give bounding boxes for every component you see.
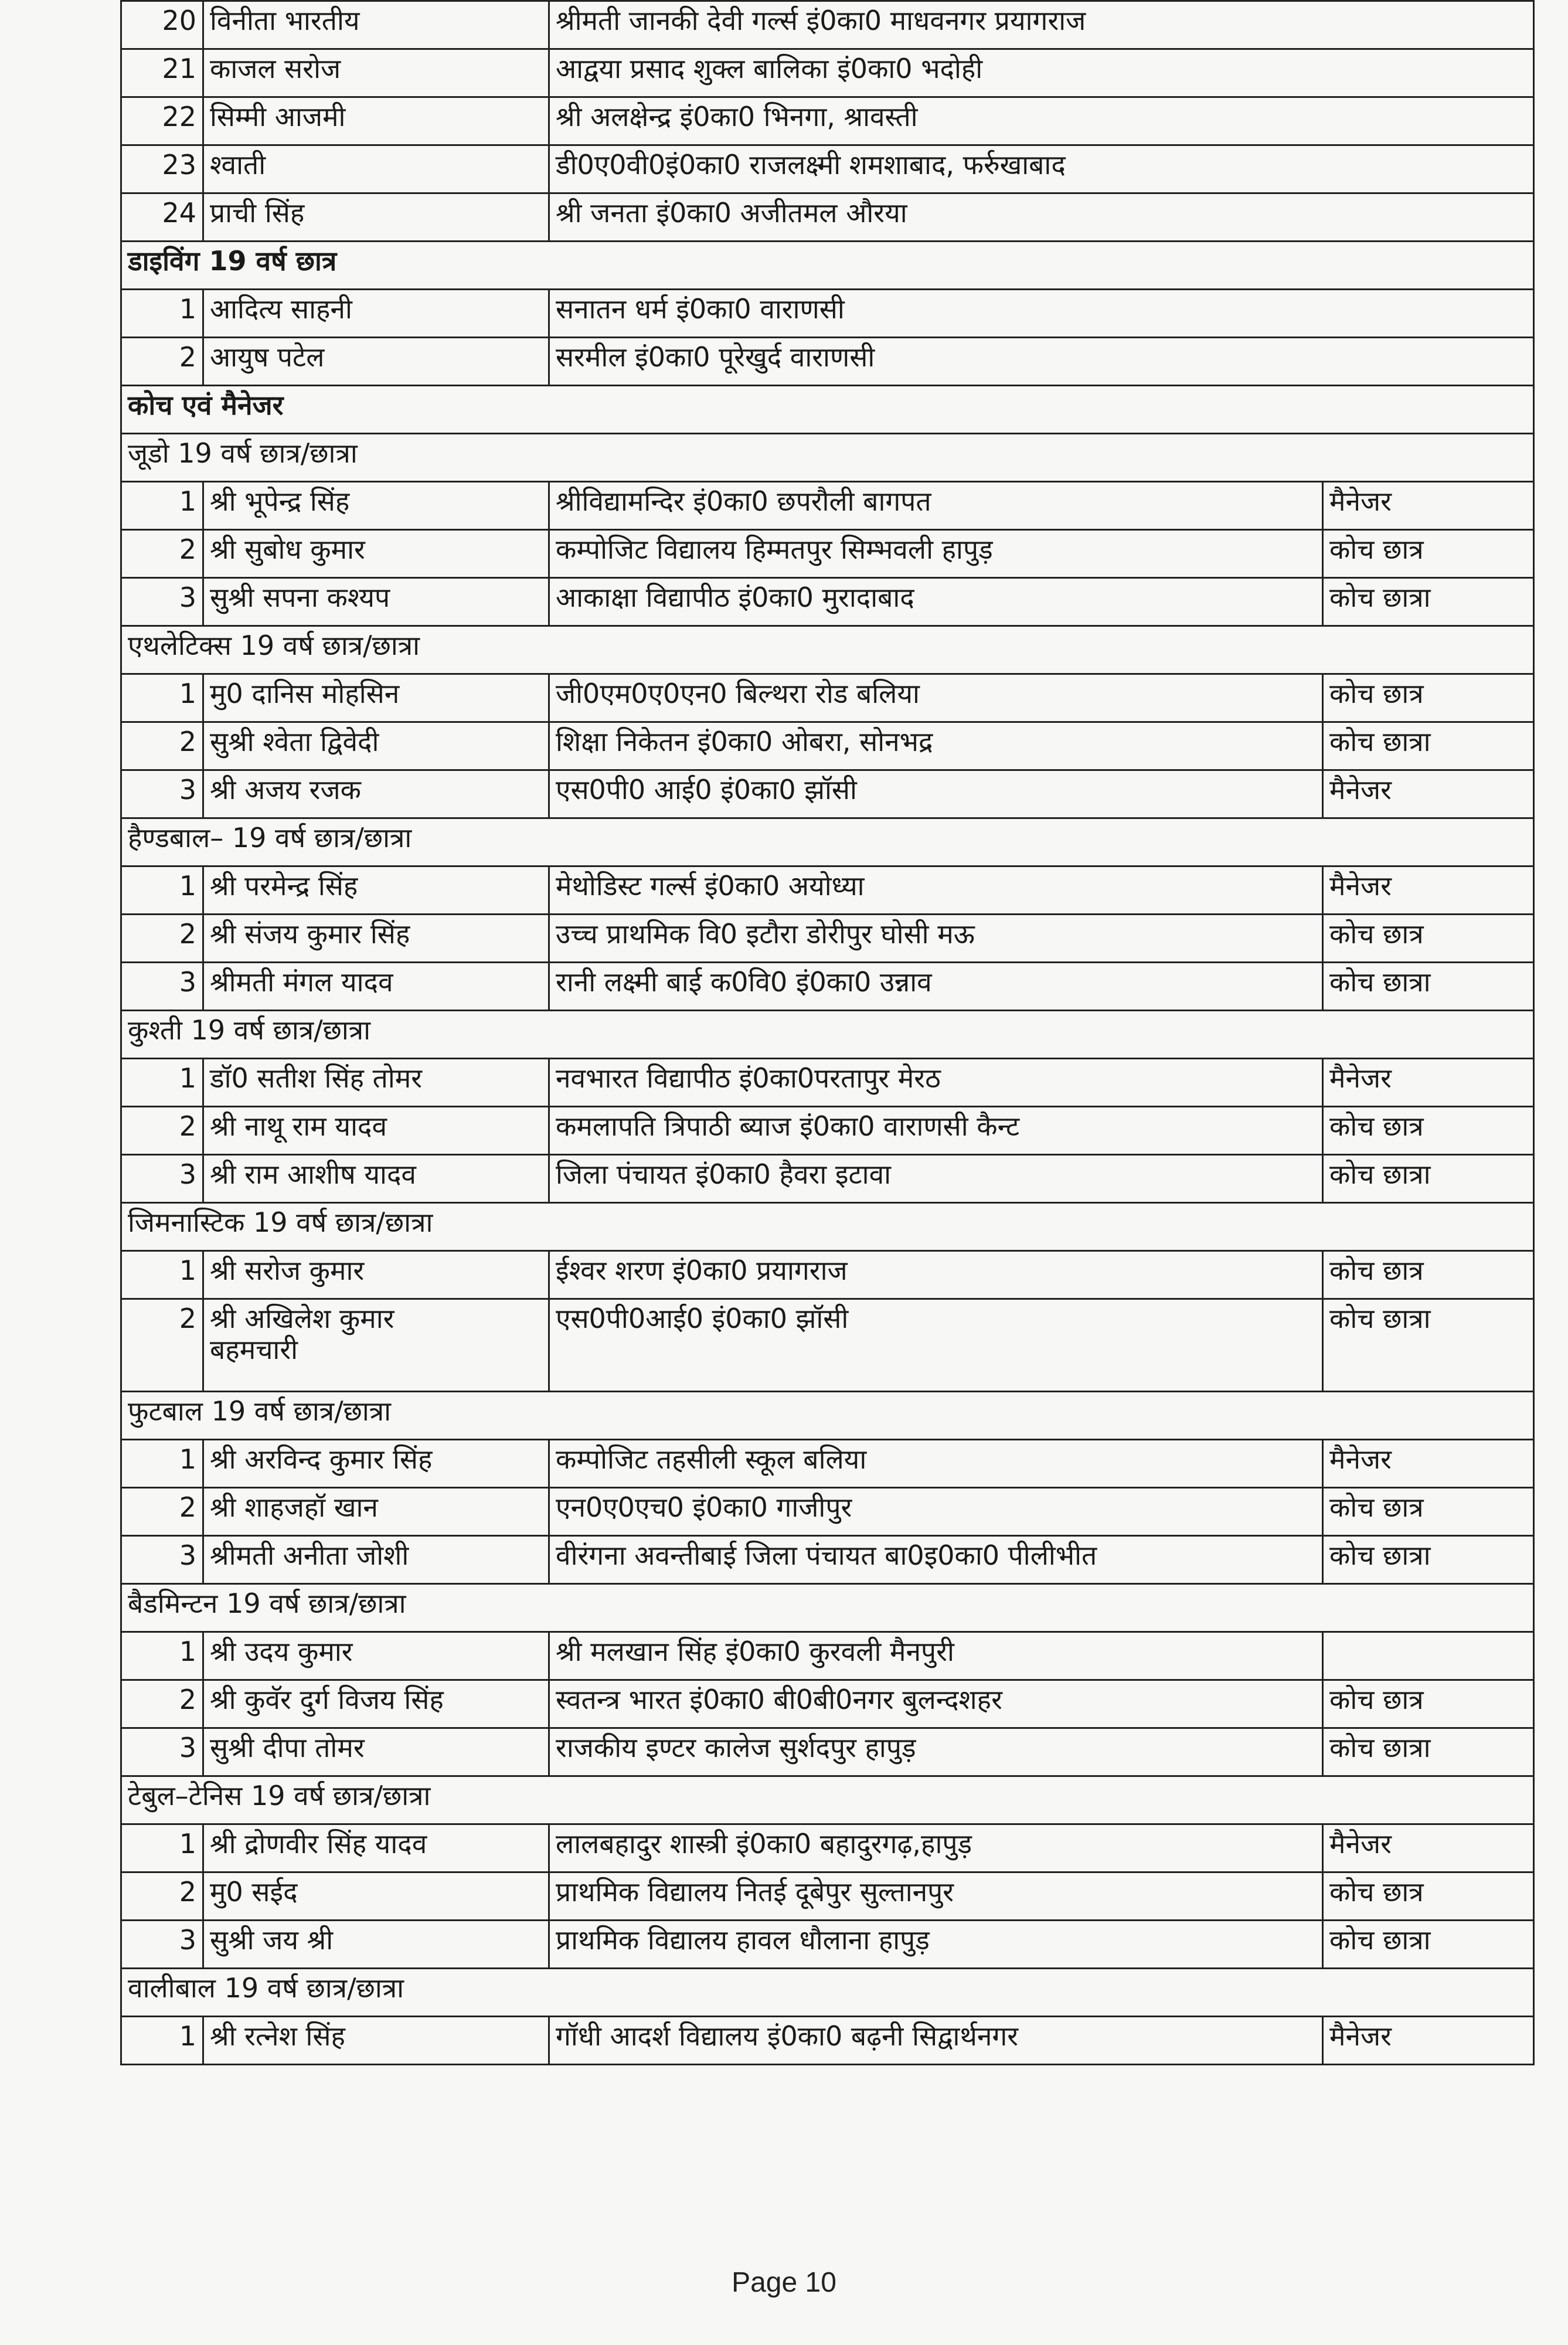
school-name: श्री अलक्षेन्द्र इं0का0 भिनगा, श्रावस्ती [549,97,1534,145]
official-row [121,722,1534,770]
official-name-line: श्री उदय कुमार [210,1636,353,1667]
role: कोच छात्रा [1323,722,1534,770]
official-name [203,722,549,770]
section-header-gymnastics [121,1203,1534,1251]
official-name [203,963,549,1011]
student-name: प्राची सिंह [203,193,549,242]
role: कोच छात्रा [1323,1299,1534,1392]
official-name [203,578,549,626]
official-name [203,1824,549,1872]
official-name [203,1921,549,1969]
role: कोच छात्र [1323,915,1534,963]
role: मैनेजर [1323,1059,1534,1107]
serial-number: 3 [121,963,203,1011]
student-row [121,49,1534,97]
serial-number: 1 [121,866,203,915]
official-row [121,578,1534,626]
official-name-line: श्री अजय रजक [210,774,361,806]
section-header-handball [121,818,1534,866]
role: कोच छात्रा [1323,1921,1534,1969]
role: कोच छात्र [1323,530,1534,578]
page-number: Page 10 [732,2267,836,2298]
official-name-line: श्री सरोज कुमार [210,1255,365,1286]
serial-number: 2 [121,530,203,578]
official-name-line: श्री संजय कुमार सिंह [210,918,410,950]
official-name-line: श्री भूपेन्द्र सिंह [210,485,350,517]
official-name [203,1440,549,1488]
serial-number: 24 [121,193,203,242]
official-row [121,1872,1534,1921]
school-name: श्रीमती जानकी देवी गर्ल्स इं0का0 माधवनगर प्रयागराज [549,1,1534,49]
official-name [203,674,549,722]
role: मैनेजर [1323,1440,1534,1488]
school-name: जी0एम0ए0एन0 बिल्थरा रोड बलिया [549,674,1323,722]
official-name-line-2: बहमचारी [210,1333,298,1365]
serial-number: 2 [121,1107,203,1155]
role: मैनेजर [1323,1824,1534,1872]
role: कोच छात्र [1323,1680,1534,1728]
section-header-wrestling [121,1011,1534,1059]
role: मैनेजर [1323,2017,1534,2065]
school-name: मेथोडिस्ट गर्ल्स इं0का0 अयोध्या [549,866,1323,915]
role: मैनेजर [1323,770,1534,818]
school-name: प्राथमिक विद्यालय नितई दूबेपुर सुल्तानपुर [549,1872,1323,1921]
serial-number: 1 [121,1059,203,1107]
student-name: आदित्य साहनी [203,290,549,338]
serial-number: 3 [121,770,203,818]
student-row [121,145,1534,193]
official-row [121,1440,1534,1488]
student-row [121,290,1534,338]
official-row [121,1680,1534,1728]
coach-manager-heading [121,386,1534,434]
official-row [121,1921,1534,1969]
serial-number: 3 [121,1728,203,1776]
role: कोच छात्र [1323,1107,1534,1155]
school-name: प्राथमिक विद्यालय हावल धौलाना हापुड़ [549,1921,1323,1969]
section-header-diving [121,242,1534,290]
official-name [203,1059,549,1107]
school-name: श्री जनता इं0का0 अजीतमल औरया [549,193,1534,242]
section-title: फुटबाल 19 वर्ष छात्र/छात्रा [121,1392,1534,1440]
official-row [121,1107,1534,1155]
official-name [203,1299,549,1392]
official-name-line: श्री कुवॅर दुर्ग विजय सिंह [210,1684,444,1715]
official-name-line: श्री सुबोध कुमार [210,533,365,565]
section-title: डाइविंग 19 वर्ष छात्र [121,242,1534,290]
role: कोच छात्रा [1323,578,1534,626]
school-name: सरमील इं0का0 पूरेखुर्द वाराणसी [549,338,1534,386]
official-row [121,915,1534,963]
official-name-line: श्री अरविन्द कुमार सिंह [210,1443,433,1475]
official-row [121,674,1534,722]
school-name: आद्वया प्रसाद शुक्ल बालिका इं0का0 भदोही [549,49,1534,97]
serial-number: 2 [121,1872,203,1921]
official-name [203,2017,549,2065]
official-name [203,1872,549,1921]
serial-number: 2 [121,1299,203,1392]
school-name: कम्पोजिट तहसीली स्कूल बलिया [549,1440,1323,1488]
school-name: शिक्षा निकेतन इं0का0 ओबरा, सोनभद्र [549,722,1323,770]
section-header-volleyball [121,1969,1534,2017]
role: कोच छात्रा [1323,963,1534,1011]
role: कोच छात्रा [1323,1536,1534,1584]
student-name: विनीता भारतीय [203,1,549,49]
school-name: वीरंगना अवन्तीबाई जिला पंचायत बा0इ0का0 पीलीभीत [549,1536,1323,1584]
official-name [203,1632,549,1680]
official-name-line: श्री शाहजहॉ खान [210,1491,378,1523]
serial-number: 1 [121,1632,203,1680]
official-name-line: श्री नाथू राम यादव [210,1110,387,1142]
official-row [121,1059,1534,1107]
serial-number: 2 [121,722,203,770]
serial-number: 1 [121,482,203,530]
school-name: गॉधी आदर्श विद्यालय इं0का0 बढ़नी सिद्वार्थनगर [549,2017,1323,2065]
official-name [203,530,549,578]
official-name-line: श्री परमेन्द्र सिंह [210,870,358,902]
serial-number: 23 [121,145,203,193]
official-name-line: सुश्री श्वेता द्विवेदी [210,726,379,757]
school-name: एस0पी0आई0 इं0का0 झॉसी [549,1299,1323,1392]
section-header-judo [121,434,1534,482]
serial-number: 1 [121,290,203,338]
serial-number: 3 [121,578,203,626]
official-row [121,1488,1534,1536]
official-name-line: मु0 दानिस मोहसिन [210,678,400,709]
section-title: कुश्ती 19 वर्ष छात्र/छात्रा [121,1011,1534,1059]
school-name: लालबहादुर शास्त्री इं0का0 बहादुरगढ़,हापुड़ [549,1824,1323,1872]
role: कोच छात्र [1323,674,1534,722]
official-row [121,530,1534,578]
role: मैनेजर [1323,482,1534,530]
official-name [203,1728,549,1776]
student-row [121,1,1534,49]
section-title: वालीबाल 19 वर्ष छात्र/छात्रा [121,1969,1534,2017]
serial-number: 20 [121,1,203,49]
serial-number: 2 [121,1488,203,1536]
official-name [203,1155,549,1203]
role: कोच छात्र [1323,1488,1534,1536]
serial-number: 22 [121,97,203,145]
school-name: आकाक्षा विद्यापीठ इं0का0 मुरादाबाद [549,578,1323,626]
student-row [121,97,1534,145]
school-name: जिला पंचायत इं0का0 हैवरा इटावा [549,1155,1323,1203]
section-header-badminton [121,1584,1534,1632]
section-header-football [121,1392,1534,1440]
official-name [203,770,549,818]
section-title: एथलेटिक्स 19 वर्ष छात्र/छात्रा [121,626,1534,674]
official-row [121,1251,1534,1299]
official-name [203,482,549,530]
serial-number: 1 [121,1251,203,1299]
official-name-line: सुश्री सपना कश्यप [210,582,390,613]
official-name [203,915,549,963]
official-name [203,1107,549,1155]
official-row [121,963,1534,1011]
school-name: एन0ए0एच0 इं0का0 गाजीपुर [549,1488,1323,1536]
school-name: श्री मलखान सिंह इं0का0 कुरवली मैनपुरी [549,1632,1323,1680]
role [1323,1632,1534,1680]
section-title: हैण्डबाल– 19 वर्ष छात्र/छात्रा [121,818,1534,866]
serial-number: 2 [121,915,203,963]
official-name [203,1536,549,1584]
student-row [121,338,1534,386]
student-row [121,193,1534,242]
official-name [203,866,549,915]
serial-number: 3 [121,1921,203,1969]
official-name [203,1680,549,1728]
official-row [121,1536,1534,1584]
section-title: जूडो 19 वर्ष छात्र/छात्रा [121,434,1534,482]
school-name: ईश्वर शरण इं0का0 प्रयागराज [549,1251,1323,1299]
role: कोच छात्र [1323,1251,1534,1299]
official-name [203,1251,549,1299]
official-name-line: सुश्री जय श्री [210,1924,334,1956]
role: कोच छात्रा [1323,1728,1534,1776]
student-name: आयुष पटेल [203,338,549,386]
official-name-line: श्री राम आशीष यादव [210,1158,416,1190]
official-row [121,1728,1534,1776]
serial-number: 1 [121,674,203,722]
official-row [121,1299,1534,1392]
school-name: श्रीविद्यामन्दिर इं0का0 छपरौली बागपत [549,482,1323,530]
role: कोच छात्रा [1323,1155,1534,1203]
roster-table [120,0,1535,2065]
official-row [121,1155,1534,1203]
official-name-line: डॉ0 सतीश सिंह तोमर [210,1062,423,1094]
student-name: श्वाती [203,145,549,193]
serial-number: 21 [121,49,203,97]
official-name-line: मु0 सईद [210,1876,298,1908]
official-row [121,1824,1534,1872]
roster-body [121,1,1534,2065]
serial-number: 3 [121,1536,203,1584]
serial-number: 1 [121,2017,203,2065]
official-name-line: श्री द्रोणवीर सिंह यादव [210,1828,427,1860]
school-name: कम्पोजिट विद्यालय हिम्मतपुर सिम्भवली हापुड़ [549,530,1323,578]
school-name: नवभारत विद्यापीठ इं0का0परतापुर मेरठ [549,1059,1323,1107]
serial-number: 2 [121,338,203,386]
document-page [120,0,1533,2065]
section-header-athletics [121,626,1534,674]
school-name: कमलापति त्रिपाठी ब्याज इं0का0 वाराणसी कैन्ट [549,1107,1323,1155]
serial-number: 2 [121,1680,203,1728]
official-row [121,482,1534,530]
section-title: जिमनास्टिक 19 वर्ष छात्र/छात्रा [121,1203,1534,1251]
school-name: उच्च प्राथमिक वि0 इटौरा डोरीपुर घोसी मऊ [549,915,1323,963]
school-name: एस0पी0 आई0 इं0का0 झॉसी [549,770,1323,818]
official-row [121,2017,1534,2065]
role: मैनेजर [1323,866,1534,915]
school-name: स्वतन्त्र भारत इं0का0 बी0बी0नगर बुलन्दशहर [549,1680,1323,1728]
official-name-line: सुश्री दीपा तोमर [210,1732,365,1763]
section-title: बैडमिन्टन 19 वर्ष छात्र/छात्रा [121,1584,1534,1632]
official-row [121,770,1534,818]
official-name [203,1488,549,1536]
section-title: टेबुल–टेनिस 19 वर्ष छात्र/छात्रा [121,1776,1534,1824]
official-name-line: श्री रत्नेश सिंह [210,2020,345,2052]
student-name: काजल सरोज [203,49,549,97]
official-name-line: श्रीमती मंगल यादव [210,966,393,998]
serial-number: 1 [121,1824,203,1872]
school-name: रानी लक्ष्मी बाई क0वि0 इं0का0 उन्नाव [549,963,1323,1011]
section-header-tabletennis [121,1776,1534,1824]
school-name: डी0ए0वी0इं0का0 राजलक्ष्मी शमशाबाद, फर्रुखाबाद [549,145,1534,193]
official-name-line: श्रीमती अनीता जोशी [210,1539,409,1571]
official-name-line: श्री अखिलेश कुमार [210,1303,394,1334]
official-row [121,1632,1534,1680]
coach-manager-title: कोच एवं मैनेजर [121,386,1534,434]
serial-number: 3 [121,1155,203,1203]
student-name: सिम्मी आजमी [203,97,549,145]
official-row [121,866,1534,915]
serial-number: 1 [121,1440,203,1488]
role: कोच छात्र [1323,1872,1534,1921]
school-name: राजकीय इण्टर कालेज सुर्शदपुर हापुड़ [549,1728,1323,1776]
school-name: सनातन धर्म इं0का0 वाराणसी [549,290,1534,338]
